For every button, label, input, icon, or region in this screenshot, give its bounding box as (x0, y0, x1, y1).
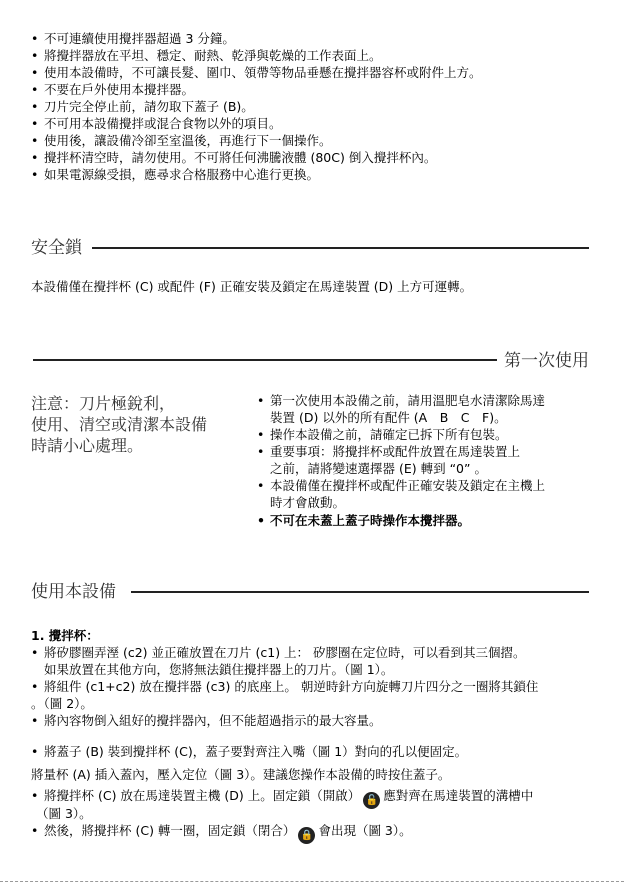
warning-text: 不可連續使用攪拌器超過 3 分鐘。 (44, 31, 235, 46)
heading-rule (92, 247, 589, 249)
warning-item: • 使用後，讓設備冷卻至室溫後，再進行下一個操作。 (31, 133, 332, 148)
warning-item: • 不要在戶外使用本攪拌器。 (31, 82, 195, 97)
lock-icon: 🔒 (298, 827, 315, 844)
warning-text: 使用後，讓設備冷卻至室溫後，再進行下一個操作。 (44, 133, 332, 148)
warning-text: 攪拌杯清空時，請勿使用。不可將任何沸騰液體 (80C) 倒入攪拌杯內。 (44, 150, 437, 165)
caution-line: 注意：刀片極銳利， (31, 394, 176, 413)
first-use-item: • 本設備僅在攪拌杯或配件正確安裝及鎖定在主機上 (257, 478, 546, 493)
usage-item: • 將攪拌杯 (C) 放在馬達裝置主機 (D) 上。固定鎖（開啟） 🔓 應對齊在馬達裝置的溝槽中 (31, 787, 533, 809)
first-use-item-cont: 時才會啟動。 (270, 495, 346, 510)
warning-text: 刀片完全停止前，請勿取下蓋子 (B)。 (44, 99, 254, 114)
caution-line: 使用、清空或清潔本設備 (31, 415, 208, 434)
warning-text: 使用本設備時，不可讓長髮、圍巾、領帶等物品垂懸在攪拌器容杯或附件上方。 (44, 65, 482, 80)
usage-item: • 然後，將攪拌杯 (C) 轉一圈，固定鎖（閉合） 🔒 會出現（圖 3）。 (31, 822, 412, 844)
usage-item-cont: 。（圖 2）。 (31, 696, 93, 711)
usage-plain-text: 將量杯 (A) 插入蓋內，壓入定位（圖 3）。建議您操作本設備的時按住蓋子。 (31, 767, 451, 782)
first-use-item: • 重要事項：將攪拌杯或配件放置在馬達裝置上 (257, 444, 521, 459)
warning-text: 不可用本設備攪拌或混合食物以外的項目。 (44, 116, 282, 131)
usage-item-cont: 如果放置在其他方向，您將無法鎖住攪拌器上的刀片。（圖 1）。 (44, 662, 394, 677)
warning-item: • 刀片完全停止前，請勿取下蓋子 (B)。 (31, 99, 254, 114)
warning-text: 將攪拌器放在平坦、穩定、耐熱、乾淨與乾燥的工作表面上。 (44, 48, 382, 63)
warning-item: • 將攪拌器放在平坦、穩定、耐熱、乾淨與乾燥的工作表面上。 (31, 48, 382, 63)
usage-item: • 將矽膠圈弄溼 (c2) 並正確放置在刀片 (c1) 上： 矽膠圈在定位時，可以看到其三個摺。 (31, 645, 526, 660)
warning-item: • 不可連續使用攪拌器超過 3 分鐘。 (31, 31, 235, 46)
caution-note (31, 393, 207, 456)
caution-line: 時請小心處理。 (31, 436, 144, 455)
usage-item: • 將組件 (c1+c2) 放在攪拌器 (c3) 的底座上。 朝逆時針方向旋轉刀片四分之一圈將其鎖住 (31, 679, 539, 694)
first-use-item: • 第一次使用本設備之前，請用溫肥皂水清潔除馬達 (257, 393, 546, 408)
safety-lock-text: 本設備僅在攪拌杯 (C) 或配件 (F) 正確安裝及鎖定在馬達裝置 (D) 上方可運轉。 (31, 279, 473, 294)
first-use-item-cont: 裝置 (D) 以外的所有配件 (A B C F)。 (270, 410, 507, 425)
warning-item: • 如果電源線受損，應尋求合格服務中心進行更換。 (31, 167, 320, 182)
unlock-icon: 🔓 (363, 792, 380, 809)
first-use-item: • 不可在未蓋上蓋子時操作本攪拌器。 (257, 513, 471, 528)
usage-item: • 將蓋子 (B) 裝到攪拌杯 (C)，蓋子要對齊注入嘴（圖 1）對向的孔以便固定。 (31, 744, 468, 759)
section-heading-using: 使用本設備 (31, 582, 116, 602)
first-use-item: • 操作本設備之前，請確定已拆下所有包裝。 (257, 427, 508, 442)
warning-text: 如果電源線受損，應尋求合格服務中心進行更換。 (44, 167, 320, 182)
warning-item: • 使用本設備時，不可讓長髮、圍巾、領帶等物品垂懸在攪拌器容杯或附件上方。 (31, 65, 482, 80)
heading-rule (131, 591, 589, 593)
warning-item: • 不可用本設備攪拌或混合食物以外的項目。 (31, 116, 282, 131)
warning-text: 不要在戶外使用本攪拌器。 (44, 82, 195, 97)
usage-item-cont: （圖 3）。 (36, 806, 92, 821)
page-bottom-divider (0, 881, 624, 882)
usage-item: • 將內容物倒入組好的攪拌器內，但不能超過指示的最大容量。 (31, 713, 382, 728)
warning-item: • 攪拌杯清空時，請勿使用。不可將任何沸騰液體 (80C) 倒入攪拌杯內。 (31, 150, 437, 165)
heading-rule (33, 359, 497, 361)
first-use-item-cont: 之前，請將變速選擇器 (E) 轉到 “0” 。 (270, 461, 487, 476)
section-heading-safety-lock: 安全鎖 (31, 238, 82, 258)
subheading-blender-jar: 1. 攪拌杯： (31, 628, 99, 643)
section-heading-first-use: 第一次使用 (504, 351, 589, 371)
